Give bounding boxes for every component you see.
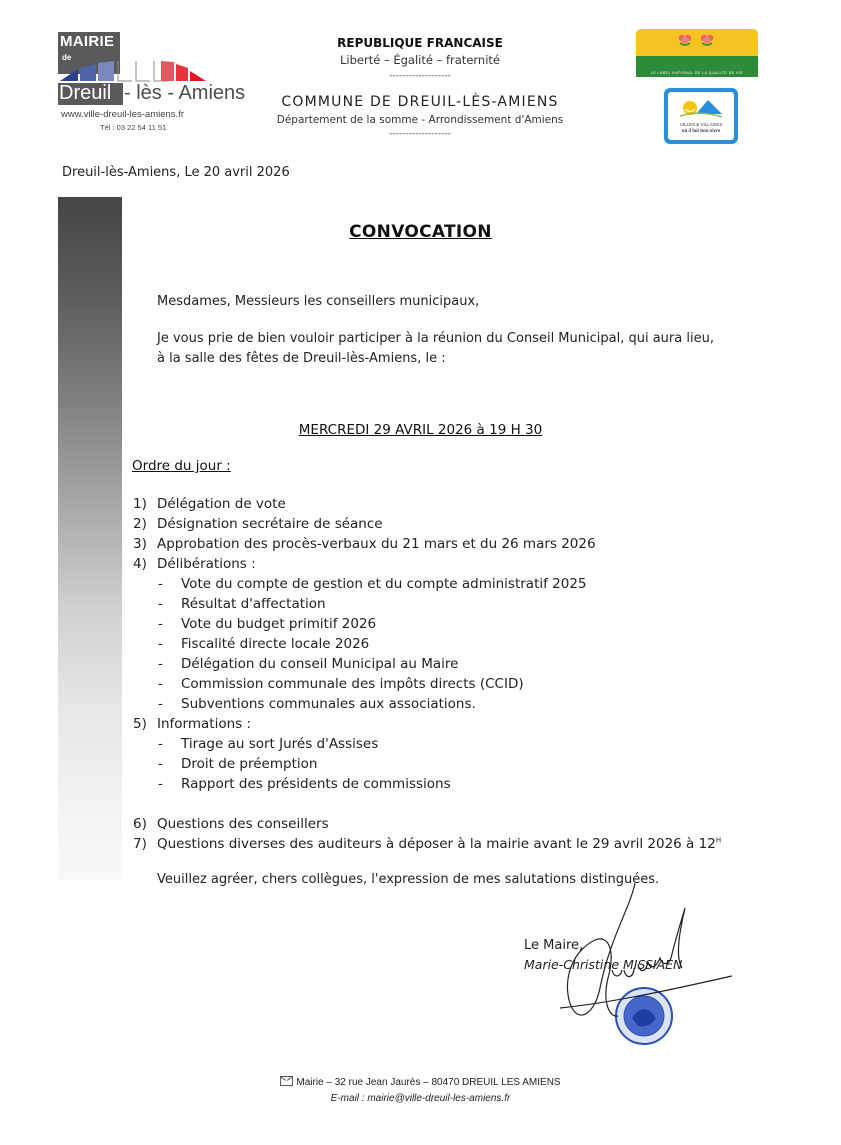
- header-separator: -------------------: [389, 71, 451, 81]
- logo-bar-7: [161, 61, 174, 81]
- agenda-sublabel: Commission communale des impôts directs (CCID): [181, 676, 524, 692]
- logo-dreuil-text: Dreuil: [59, 82, 112, 104]
- logo-tricolor-bars: [60, 59, 206, 81]
- dash-bullet: -: [158, 636, 163, 652]
- commune-heading: COMMUNE DE DREUIL-LÈS-AMIENS: [281, 94, 559, 110]
- agenda-label: [157, 834, 721, 854]
- agenda-sublabel: Subventions communales aux associations.: [181, 696, 476, 712]
- republic-motto: Liberté – Égalité – fraternité: [339, 53, 500, 67]
- sun-house-icon: [678, 96, 724, 120]
- agenda-label: Approbation des procès-verbaux du 21 mars et du 26 mars 2026: [157, 536, 596, 552]
- logo-vbv-line2: où il fait bon vivre: [681, 128, 721, 133]
- villes-villages-fleuris-logo: Villes et Villages Fleuris LE LABEL NATIONAL DE LA QUALITÉ DE VIE: [636, 29, 758, 77]
- dash-bullet: -: [158, 576, 163, 592]
- agenda-sublabel: Vote du budget primitif 2026: [181, 616, 377, 632]
- dash-bullet: -: [158, 696, 163, 712]
- meeting-datetime: MERCREDI 29 AVRIL 2026 à 19 H 30: [298, 422, 543, 438]
- agenda-number: 3): [133, 536, 147, 552]
- agenda-number: 4): [133, 556, 147, 572]
- flower-icon: [700, 34, 714, 46]
- dash-bullet: -: [158, 656, 163, 672]
- decorative-sidebar: [58, 197, 122, 880]
- villes-villages-bien-vivre-logo: [664, 88, 738, 144]
- agenda-sublabel: Rapport des présidents de commissions: [181, 776, 451, 792]
- logo-bar-1: [60, 69, 78, 81]
- agenda-label-text: Questions diverses des auditeurs à déposer à la mairie avant le 29 avril 2026 à 12: [157, 836, 716, 852]
- agenda-label: Délibérations :: [157, 556, 256, 572]
- dash-bullet: -: [158, 756, 163, 772]
- agenda-number: 2): [133, 516, 147, 532]
- logo-phone: Tél : 03 22 54 11 51: [100, 123, 167, 132]
- logo-website[interactable]: www.ville-dreuil-les-amiens.fr: [61, 109, 184, 120]
- logo-de-text: de: [62, 53, 72, 62]
- footer-address: [0, 1077, 841, 1088]
- agenda-number: 7): [133, 836, 147, 852]
- department-line: Département de la somme - Arrondissement d'Amiens: [276, 114, 564, 126]
- agenda-number: 1): [133, 496, 147, 512]
- header-separator: -------------------: [389, 129, 451, 139]
- agenda-heading: Ordre du jour :: [132, 458, 231, 474]
- footer-address-text: Mairie – 32 rue Jean Jaurès – 80470 DREUIL LES AMIENS: [296, 1077, 561, 1088]
- logo-fleuris-subtitle: LE LABEL NATIONAL DE LA QUALITÉ DE VIE: [650, 71, 744, 75]
- agenda-number: 5): [133, 716, 147, 732]
- logo-inner: [668, 92, 734, 140]
- document-title: CONVOCATION: [349, 222, 492, 242]
- dash-bullet: -: [158, 596, 163, 612]
- closing-formula: Veuillez agréer, chers collègues, l'expression de mes salutations distinguées.: [157, 872, 660, 887]
- logo-bar-4: [118, 61, 132, 81]
- dash-bullet: -: [158, 736, 163, 752]
- hour-superscript: H: [715, 836, 722, 845]
- agenda-number: 6): [133, 816, 147, 832]
- agenda-label: Questions des conseillers: [157, 816, 329, 832]
- dash-bullet: -: [158, 676, 163, 692]
- envelope-icon: [280, 1076, 293, 1086]
- mairie-logo: [58, 32, 246, 137]
- date-line: Dreuil-lès-Amiens, Le 20 avril 2026: [62, 165, 290, 180]
- greeting: Mesdames, Messieurs les conseillers municipaux,: [157, 294, 480, 309]
- logo-bar-9: [190, 71, 206, 81]
- dash-bullet: -: [158, 776, 163, 792]
- logo-bar-2: [80, 64, 96, 81]
- agenda-sublabel: Vote du compte de gestion et du compte administratif 2025: [181, 576, 587, 592]
- agenda-label: Désignation secrétaire de séance: [157, 516, 383, 532]
- official-stamp: [616, 988, 672, 1044]
- logo-mairie-text: MAIRIE: [60, 33, 115, 50]
- agenda-sublabel: Tirage au sort Jurés d'Assises: [181, 736, 379, 752]
- intro-paragraph: Je vous prie de bien vouloir participer à la réunion du Conseil Municipal, qui aura lieu, à la salle des fêtes de Dreuil-lès-Amiens, le :: [157, 331, 714, 366]
- agenda-sublabel: Délégation du conseil Municipal au Maire: [181, 656, 459, 672]
- signatory-role: Le Maire,: [524, 938, 584, 953]
- flower-icon: [678, 34, 692, 46]
- agenda-label: Informations :: [157, 716, 252, 732]
- signatory-name: Marie-Christine MISSIAEN: [524, 957, 683, 972]
- agenda-sublabel: Droit de préemption: [181, 756, 318, 772]
- logo-bar-3: [98, 61, 114, 81]
- agenda-sublabel: Résultat d'affectation: [181, 596, 326, 612]
- logo-bar-8: [176, 64, 188, 81]
- logo-bar-5: [136, 61, 150, 81]
- dash-bullet: -: [158, 616, 163, 632]
- logo-vbv-line1: VILLES & VILLAGES: [679, 122, 723, 127]
- republic-heading: REPUBLIQUE FRANCAISE: [337, 36, 503, 50]
- agenda-label: Délégation de vote: [157, 496, 286, 512]
- footer-email[interactable]: E-mail : mairie@ville-dreuil-les-amiens.fr: [330, 1093, 511, 1104]
- agenda-sublabel: Fiscalité directe locale 2026: [181, 636, 370, 652]
- logo-les-amiens-text: - lès - Amiens: [124, 82, 246, 104]
